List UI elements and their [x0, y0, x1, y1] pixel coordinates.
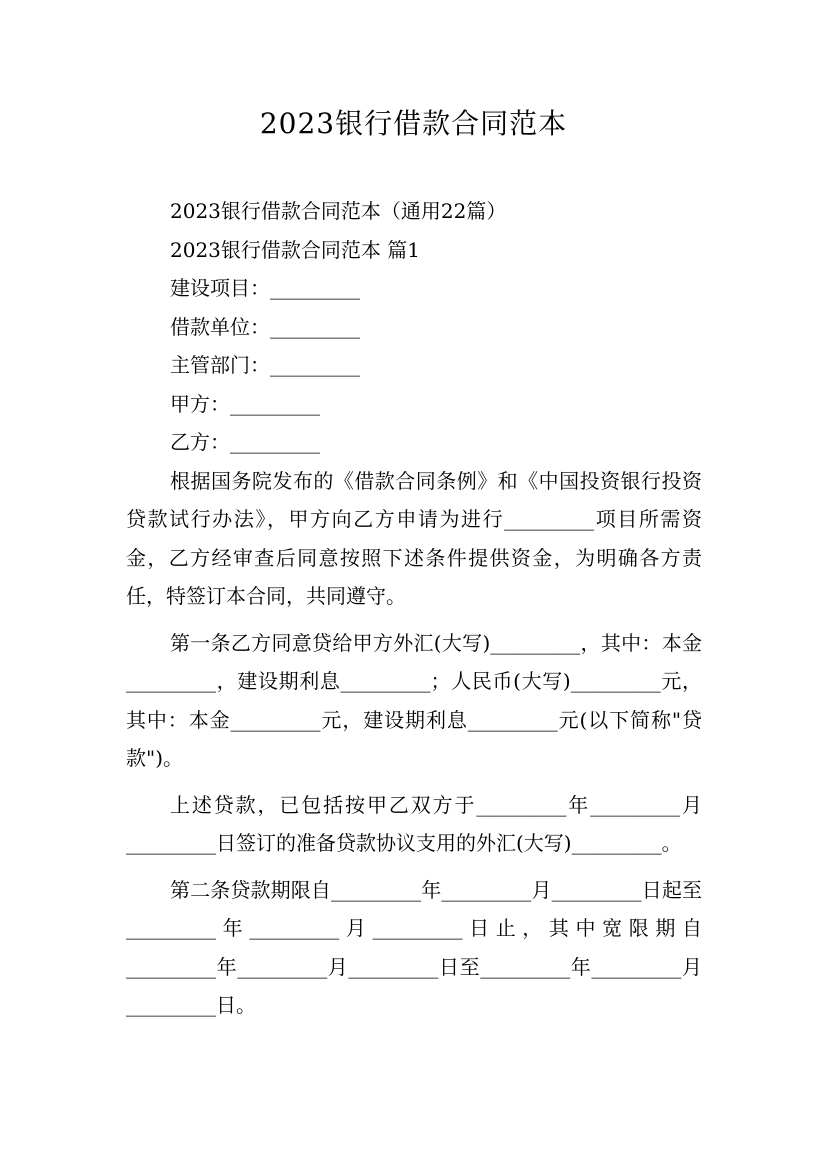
- paragraph-spacer: [126, 863, 702, 871]
- field-party-b: 乙方：_________: [170, 430, 320, 454]
- field-party-a: 甲方：_________: [170, 391, 320, 416]
- paragraph-article-2: 第二条贷款期限自_________年_________月_________日起至_________年_________月_________日止，其中宽限期自_________年_________月_________日至_________年_________月_________日。: [126, 877, 702, 1017]
- paragraph-preamble: 根据国务院发布的《借款合同条例》和《中国投资银行投资贷款试行办法》，甲方向乙方申请为进行_________项目所需资金，乙方经审查后同意按照下述条件提供资金，为明确各方责任，特签订本合同，共同遵守。: [126, 468, 702, 608]
- document-title: 2023银行借款合同范本: [259, 107, 568, 140]
- document-body: [126, 192, 702, 1025]
- document-subtitle: 2023银行借款合同范本（通用22篇）: [170, 199, 507, 223]
- field-borrowing-unit: 借款单位：_________: [170, 314, 360, 339]
- paragraph-spacer: [126, 616, 702, 624]
- paragraph-loan-note: 上述贷款，已包括按甲乙双方于_________年_________月_________日签订的准备贷款协议支用的外汇(大写)_________。: [126, 792, 702, 855]
- field-supervising-department: 主管部门：_________: [170, 353, 360, 377]
- section-heading: 2023银行借款合同范本 篇1: [170, 237, 420, 262]
- paragraph-spacer: [126, 778, 702, 786]
- paragraph-article-1: 第一条乙方同意贷给甲方外汇(大写)_________，其中：本金_________，建设期利息_________；人民币(大写)_________元，其中：本金_________元，建设期利息_________元(以下简称"贷款")。: [126, 630, 702, 770]
- field-construction-project: 建设项目：_________: [170, 276, 360, 300]
